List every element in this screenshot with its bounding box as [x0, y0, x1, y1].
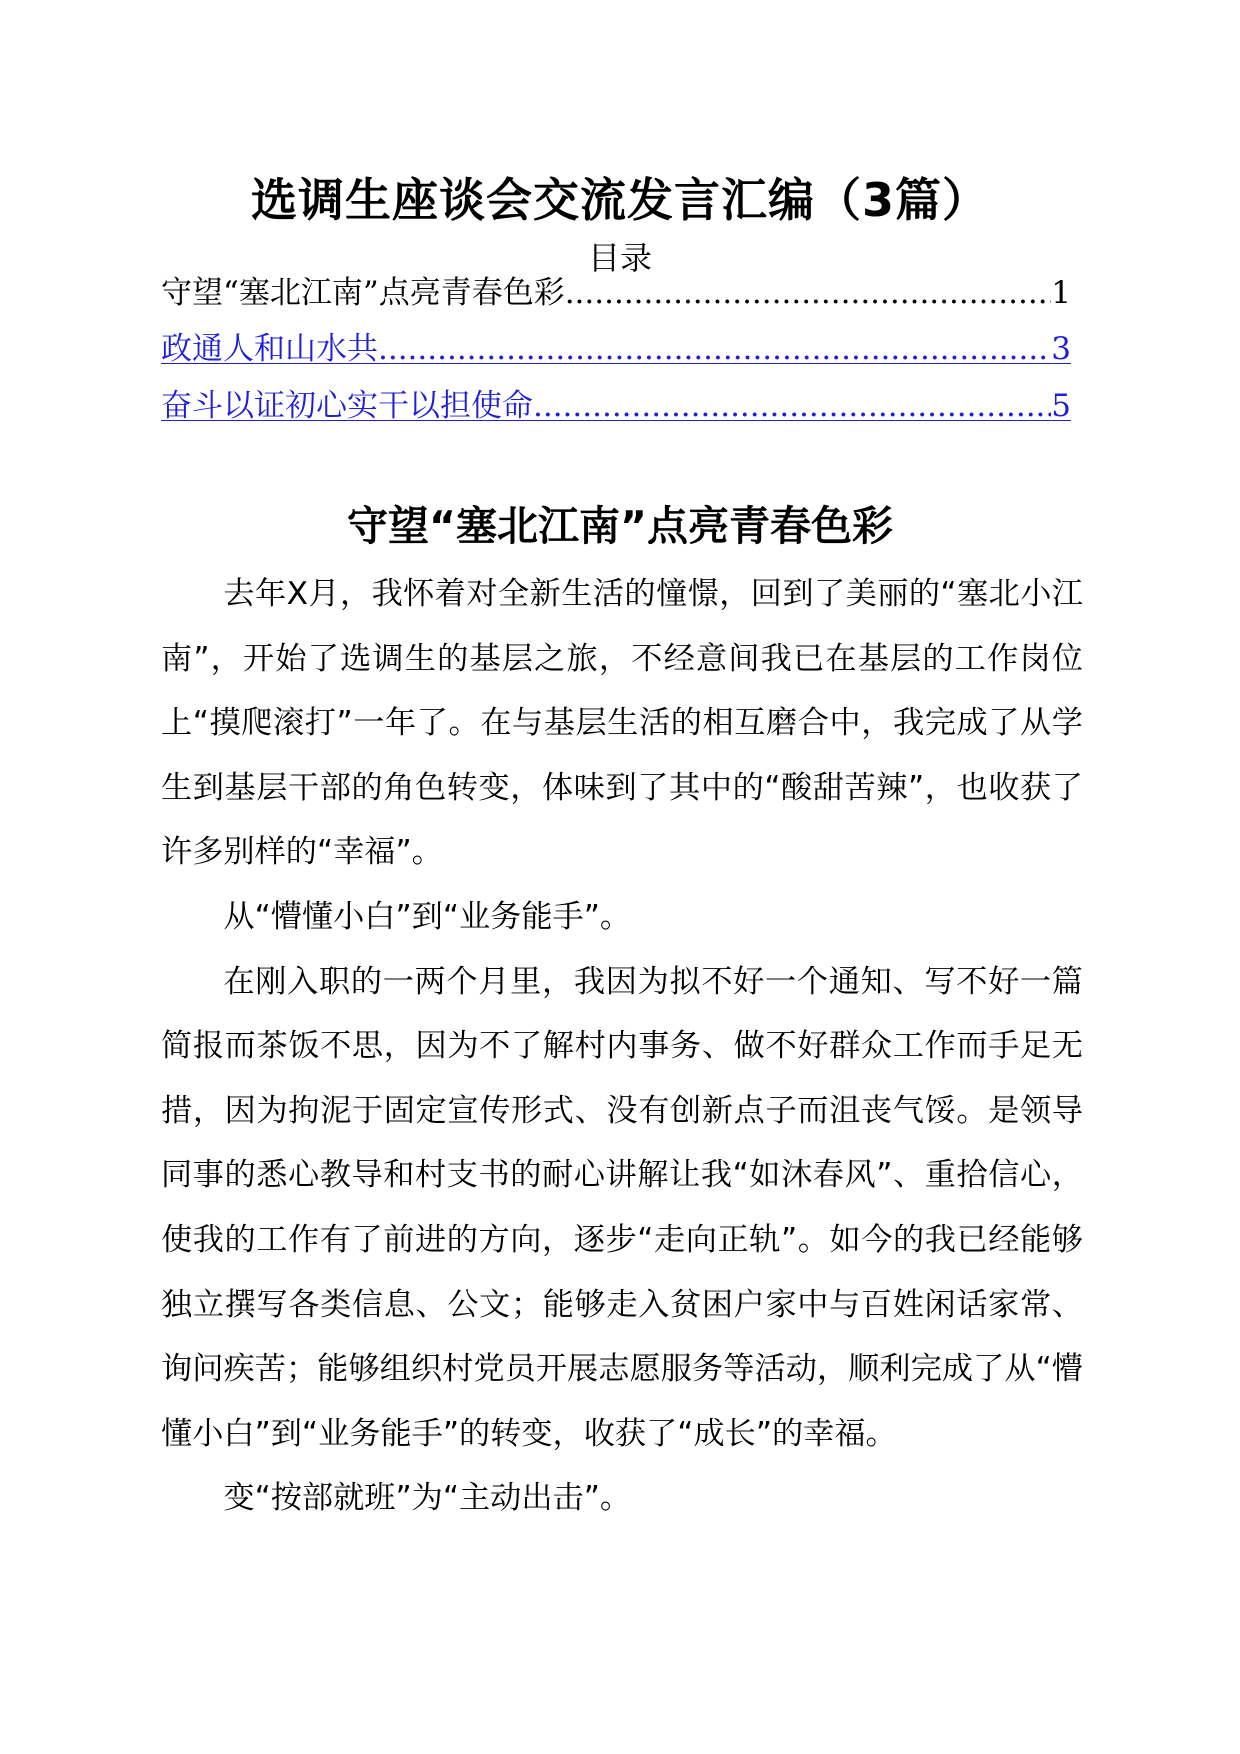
- toc-entry-page: 1: [1051, 275, 1071, 311]
- section-body: [161, 562, 1083, 1531]
- toc-leader-dots: [533, 384, 1051, 428]
- toc-heading: 目录: [587, 239, 652, 277]
- section-title: 守望“塞北江南”点亮青春色彩: [347, 502, 893, 550]
- toc-entry-page: 5: [1051, 388, 1071, 424]
- toc-entry-2-link[interactable]: [161, 327, 1071, 371]
- toc-entry-3-link[interactable]: [161, 384, 1071, 428]
- toc-entry-page: 3: [1051, 331, 1071, 367]
- body-paragraph: 在刚入职的一两个月里，我因为拟不好一个通知、写不好一篇简报而茶饭不思，因为不了解村内事务、做不好群众工作而手足无措，因为拘泥于固定宣传形式、没有创新点子而沮丧气馁。是领导同事的悉心教导和村支书的耐心讲解让我“如沐春风”、重拾信心，使我的工作有了前进的方向，逐步“走向正轨”。如今的我已经能够独立撰写各类信息、公文；能够走入贫困户家中与百姓闲话家常、询问疾苦；能够组织村党员开展志愿服务等活动，顺利完成了从“懵懂小白”到“业务能手”的转变，收获了“成长”的幸福。: [161, 963, 1083, 1452]
- body-paragraph: 去年X月，我怀着对全新生活的憧憬，回到了美丽的“塞北小江南”，开始了选调生的基层之旅，不经意间我已在基层的工作岗位上“摸爬滚打”一年了。在与基层生活的相互磨合中，我完成了从学生到基层干部的角色转变，体味到了其中的“酸甜苦辣”，也收获了许多别样的“幸福”。: [161, 576, 1083, 871]
- body-paragraph: 从“懵懂小白”到“业务能手”。: [223, 898, 632, 935]
- toc-entry-label: 政通人和山水共: [161, 331, 378, 367]
- body-paragraph: 变“按部就班”为“主动出击”。: [223, 1480, 632, 1517]
- toc-leader-dots: [378, 327, 1051, 371]
- toc-entry-label: 奋斗以证初心实干以担使命: [161, 388, 533, 424]
- toc-leader-dots: [565, 271, 1052, 315]
- toc-entry-1: [161, 271, 1071, 315]
- document-title: 选调生座谈会交流发言汇编（3篇）: [250, 173, 989, 227]
- toc-entry-label: 守望“塞北江南”点亮青春色彩: [161, 275, 565, 311]
